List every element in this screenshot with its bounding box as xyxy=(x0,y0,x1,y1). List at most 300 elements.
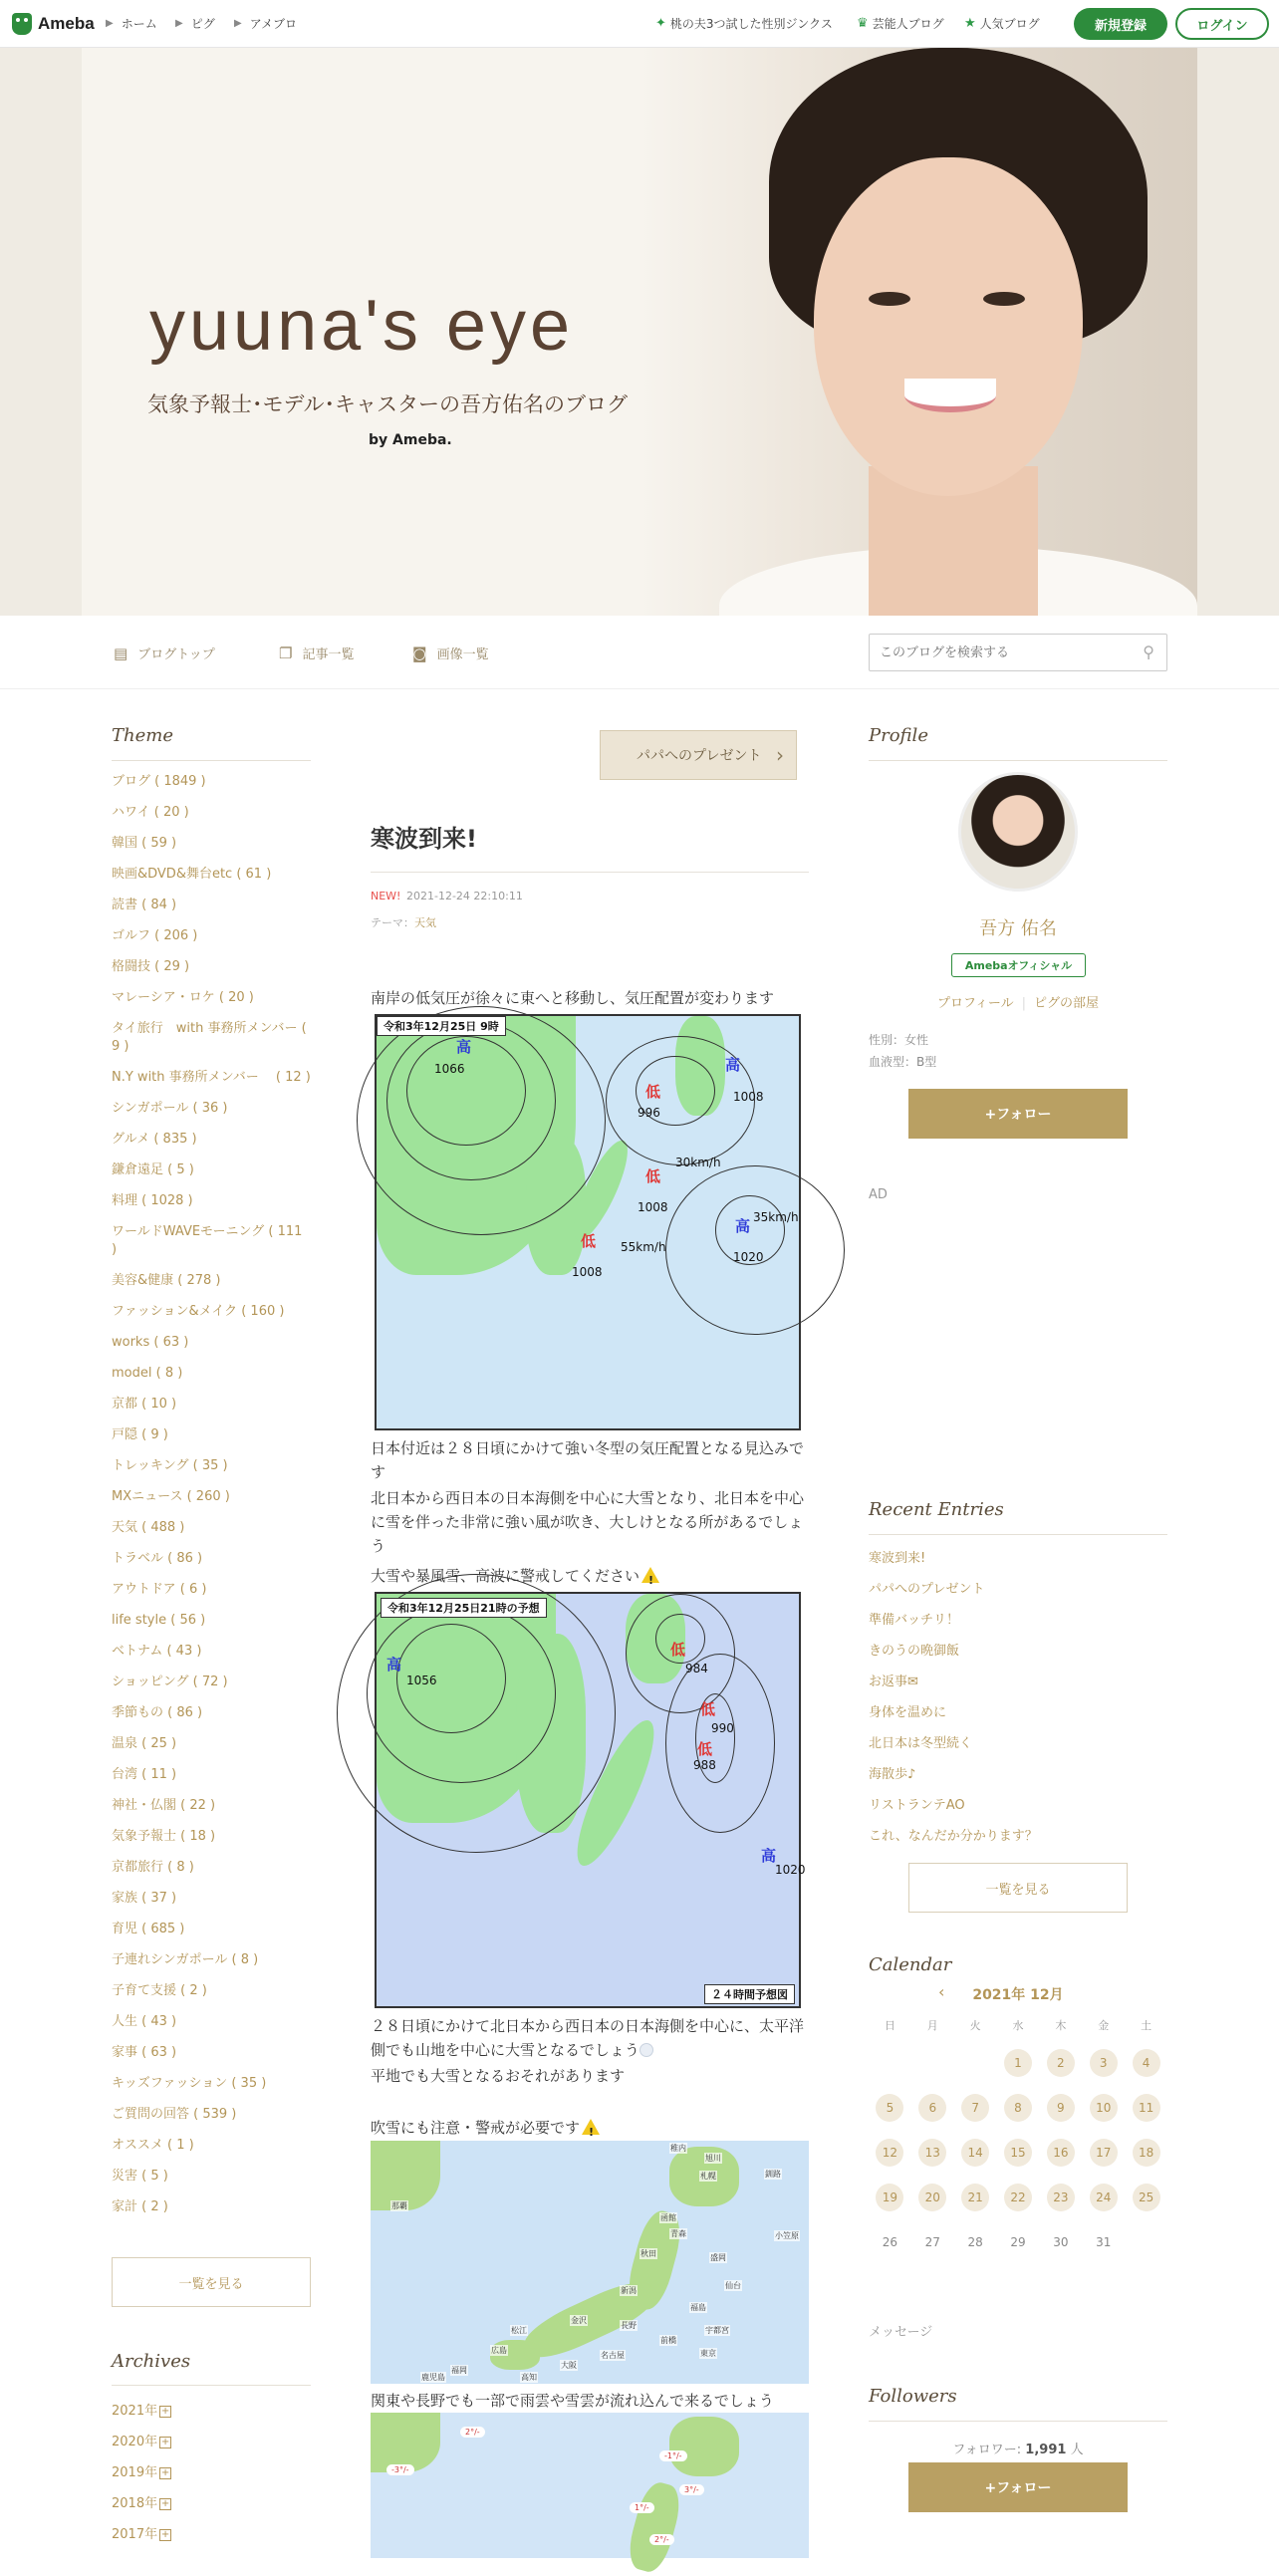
calendar-day: 31 xyxy=(1096,2234,1112,2249)
theme-item[interactable]: 天気 ( 488 ) xyxy=(112,1520,185,1535)
document-icon: ▤ xyxy=(114,644,128,662)
theme-item[interactable]: オススメ ( 1 ) xyxy=(112,2138,194,2153)
city-label: 小笠原 xyxy=(775,2231,799,2240)
warning-icon xyxy=(641,1567,659,1583)
prev-entry-button[interactable] xyxy=(600,730,797,780)
calendar-week-row xyxy=(869,2130,1167,2175)
profile-blood-type: 血液型：B型 xyxy=(869,1055,937,1069)
calendar-day-link[interactable]: 24 xyxy=(1090,2184,1118,2211)
header-photo-eye xyxy=(983,292,1025,306)
theme-item[interactable]: 京都旅行 ( 8 ) xyxy=(112,1860,194,1875)
city-label: 前橋 xyxy=(660,2336,676,2345)
article-text: ２８日頃にかけて北日本から西日本の日本海側を中心に、太平洋側でも山地を中心に大雪となるでしょう xyxy=(371,2017,805,2059)
theme-item[interactable]: ワールドWAVEモーニング ( 111 ) xyxy=(112,1224,303,1257)
city-label: 釧路 xyxy=(765,2170,781,2179)
map-forecast-label: ２４時間予想図 xyxy=(704,1984,795,2004)
theme-list xyxy=(112,773,311,2229)
calendar-day[interactable] xyxy=(1125,2040,1167,2085)
archive-2018[interactable] xyxy=(112,2492,171,2511)
theme-item[interactable]: トラベル ( 86 ) xyxy=(112,1551,203,1566)
official-badge[interactable]: Amebaオフィシャル xyxy=(951,953,1086,977)
divider xyxy=(869,2421,1167,2422)
archive-2021[interactable] xyxy=(112,2400,171,2419)
pressure-value: 1066 xyxy=(434,1062,465,1076)
pressure-value: 988 xyxy=(693,1758,716,1772)
search-icon[interactable]: ⚲ xyxy=(1143,643,1154,661)
theme-item[interactable]: ベトナム ( 43 ) xyxy=(112,1644,202,1659)
calendar-day-link[interactable]: 17 xyxy=(1090,2139,1118,2167)
blog-search xyxy=(869,634,1167,671)
calendar-weekday: 金 xyxy=(1098,2019,1110,2032)
profile-gender: 性別：女性 xyxy=(869,1033,929,1047)
city-label: 宇都宮 xyxy=(705,2326,729,2335)
ameba-logo-icon xyxy=(12,13,32,35)
theme-item[interactable]: シンガポール ( 36 ) xyxy=(112,1101,228,1116)
calendar-day-link[interactable]: 23 xyxy=(1047,2184,1075,2211)
followers-heading: Followers xyxy=(869,2386,957,2407)
archive-label: 2018年 xyxy=(112,2496,158,2511)
promo-jinx-link[interactable] xyxy=(655,15,833,32)
nav-pig[interactable] xyxy=(175,15,215,32)
theme-item[interactable]: 家事 ( 63 ) xyxy=(112,2045,177,2060)
recent-entry-link[interactable]: 準備バッチリ！ xyxy=(869,1613,960,1628)
ad-label: AD xyxy=(869,1187,888,1202)
promo-popular-label: 人気ブログ xyxy=(979,17,1040,31)
blog-subtitle: 気象予報士･モデル･キャスターの吾方佑名のブログ xyxy=(147,392,628,416)
isobar xyxy=(357,1006,606,1235)
calendar-day-link[interactable]: 2 xyxy=(1047,2049,1075,2077)
calendar-day xyxy=(911,2040,954,2085)
article-text: 大雪や暴風雪、高波に警戒してください xyxy=(371,1567,640,1585)
article-paragraph: 平地でも大雪となるおそれがあります xyxy=(371,2067,626,2085)
theme-item[interactable]: 美容&健康 ( 278 ) xyxy=(112,1273,221,1288)
calendar-weekday: 日 xyxy=(884,2019,895,2032)
city-label: 函館 xyxy=(660,2213,676,2222)
theme-see-all-button[interactable]: 一覧を見る xyxy=(112,2257,311,2307)
temperature-label: -3°/- xyxy=(386,2464,414,2475)
city-label: 秋田 xyxy=(640,2249,656,2258)
calendar-weekday: 土 xyxy=(1141,2019,1152,2032)
calendar-day xyxy=(869,2040,911,2085)
temperature-label: 2°/- xyxy=(649,2534,674,2545)
calendar-day-link[interactable]: 16 xyxy=(1047,2139,1075,2167)
city-label: 大阪 xyxy=(561,2361,577,2370)
calendar-day[interactable] xyxy=(869,2175,911,2219)
calendar-day[interactable] xyxy=(997,2175,1040,2219)
by-ameba-label: by Ameba. xyxy=(369,432,452,448)
calendar-grid xyxy=(869,2010,1167,2264)
calendar-day-link[interactable]: 19 xyxy=(876,2184,903,2211)
temperature-label: -1°/- xyxy=(659,2450,687,2461)
theme-item[interactable]: 災害 ( 5 ) xyxy=(112,2169,168,2184)
nav-article-list-label: 記事一覧 xyxy=(302,647,355,662)
theme-item[interactable]: model ( 8 ) xyxy=(112,1366,183,1381)
login-button[interactable]: ログイン xyxy=(1175,8,1269,40)
recent-entry-link[interactable]: 身体を温めに xyxy=(869,1705,947,1720)
theme-item[interactable]: マレーシア・ロケ ( 20 ) xyxy=(112,990,254,1005)
archive-2017[interactable] xyxy=(112,2523,171,2542)
calendar-day[interactable] xyxy=(1082,2130,1125,2175)
profile-link[interactable]: プロフィール xyxy=(936,996,1014,1011)
follow-button-2[interactable]: +フォロー xyxy=(908,2462,1128,2512)
pressure-value: 1020 xyxy=(775,1863,806,1877)
theme-item[interactable]: life style ( 56 ) xyxy=(112,1613,206,1628)
isobar xyxy=(665,1654,775,1833)
theme-item[interactable]: 鎌倉遠足 ( 5 ) xyxy=(112,1162,194,1177)
city-label: 札幌 xyxy=(700,2172,716,2181)
pressure-value: 984 xyxy=(685,1662,708,1675)
theme-item[interactable]: ハワイ ( 20 ) xyxy=(112,805,189,820)
calendar-day-link[interactable]: 1 xyxy=(1004,2049,1032,2077)
theme-item[interactable]: 育児 ( 685 ) xyxy=(112,1922,185,1936)
calendar-day[interactable] xyxy=(1125,2130,1167,2175)
pressure-value: 990 xyxy=(711,1721,734,1735)
calendar-day-link[interactable]: 5 xyxy=(876,2094,903,2122)
calendar-day-link[interactable]: 7 xyxy=(961,2094,989,2122)
city-label: 広島 xyxy=(491,2346,507,2355)
forecast-map-image-3[interactable] xyxy=(371,2141,809,2384)
weather-map-image-2[interactable] xyxy=(375,1592,806,2008)
calendar-day[interactable] xyxy=(911,2085,954,2130)
speed-label: 30km/h xyxy=(675,1156,721,1169)
calendar-day: 26 xyxy=(882,2234,898,2249)
weather-map-image-1[interactable] xyxy=(375,1014,801,1430)
temperature-label: 2°/- xyxy=(460,2427,485,2438)
signup-button[interactable]: 新規登録 xyxy=(1074,8,1167,40)
divider xyxy=(112,760,311,761)
ameba-logo[interactable] xyxy=(12,12,95,36)
article-paragraph xyxy=(371,2116,809,2140)
calendar-day-link[interactable]: 22 xyxy=(1004,2184,1032,2211)
calendar-week-row xyxy=(869,2219,1167,2264)
divider xyxy=(869,760,1167,761)
calendar-weekday: 火 xyxy=(969,2019,981,2032)
promo-celebrity-blog-link[interactable] xyxy=(857,15,944,32)
calendar-day[interactable] xyxy=(954,2130,997,2175)
archive-label: 2020年 xyxy=(112,2435,158,2449)
recent-entry-link[interactable]: 海散歩♪ xyxy=(869,1767,916,1782)
chevron-right-icon: › xyxy=(776,743,784,767)
calendar-day-link[interactable]: 12 xyxy=(876,2139,903,2167)
theme-item[interactable]: 京都 ( 10 ) xyxy=(112,1397,177,1412)
followers-number: 1,991 xyxy=(1025,2443,1067,2457)
message-link[interactable]: メッセージ xyxy=(869,2325,933,2340)
profile-heading: Profile xyxy=(869,725,928,746)
blog-header-banner[interactable] xyxy=(82,48,1197,616)
calendar-day[interactable] xyxy=(954,2175,997,2219)
header-photo-eye xyxy=(869,292,910,306)
calendar-day-link[interactable]: 8 xyxy=(1004,2094,1032,2122)
copy-icon: ❐ xyxy=(279,644,293,662)
divider xyxy=(112,2385,311,2386)
pressure-value: 996 xyxy=(638,1106,660,1120)
theme-item[interactable]: 家族 ( 37 ) xyxy=(112,1891,177,1906)
archive-label: 2021年 xyxy=(112,2404,158,2419)
nav-article-list[interactable] xyxy=(279,644,354,662)
article-theme xyxy=(371,914,436,930)
calendar-day[interactable] xyxy=(1082,2175,1125,2219)
chevron-right-icon: ▶ xyxy=(234,18,242,29)
archive-label: 2019年 xyxy=(112,2465,158,2480)
nav-pig-label: ピグ xyxy=(190,17,215,31)
expand-plus-icon[interactable]: + xyxy=(160,2405,170,2417)
nav-image-list[interactable] xyxy=(412,644,489,662)
calendar-day-link[interactable]: 18 xyxy=(1133,2139,1160,2167)
theme-item[interactable]: 料理 ( 1028 ) xyxy=(112,1193,193,1208)
article-text: 吹雪にも注意・警戒が必要です xyxy=(371,2119,581,2137)
calendar-day[interactable] xyxy=(954,2085,997,2130)
theme-item[interactable]: タイ旅行 with 事務所メンバー ( 9 ) xyxy=(112,1021,307,1054)
article-title[interactable]: 寒波到来! xyxy=(371,825,477,853)
prev-entry-label: パパへのプレゼント xyxy=(637,748,762,764)
city-label: 新潟 xyxy=(621,2286,637,2295)
expand-plus-icon[interactable]: + xyxy=(160,2436,170,2447)
archive-label: 2017年 xyxy=(112,2527,158,2542)
theme-item[interactable]: 台湾 ( 11 ) xyxy=(112,1767,177,1782)
theme-item[interactable]: 読書 ( 84 ) xyxy=(112,898,177,912)
snowman-icon xyxy=(640,2043,653,2057)
ameba-global-header xyxy=(0,0,1279,48)
theme-item[interactable]: 神社・仏閣 ( 22 ) xyxy=(112,1798,216,1813)
low-pressure-marker: 低 xyxy=(697,1740,713,1758)
low-pressure-marker: 低 xyxy=(700,1700,716,1718)
sparkle-icon: ✦ xyxy=(655,16,666,31)
low-pressure-marker: 低 xyxy=(581,1232,597,1250)
archive-2019[interactable] xyxy=(112,2461,171,2480)
theme-item[interactable]: アウトドア ( 6 ) xyxy=(112,1582,207,1597)
recent-entry-link[interactable]: きのうの晩御飯 xyxy=(869,1644,960,1659)
city-label: 旭川 xyxy=(705,2154,721,2163)
archive-2020[interactable] xyxy=(112,2431,171,2449)
speed-label: 35km/h xyxy=(753,1210,799,1224)
archives-heading: Archives xyxy=(112,2351,191,2372)
theme-item[interactable]: works ( 63 ) xyxy=(112,1335,189,1350)
recent-entries-list xyxy=(869,1547,1038,1856)
header-photo-face xyxy=(814,157,1083,496)
article-paragraph xyxy=(371,2014,809,2062)
article-paragraph: 日本付近は２８日頃にかけて強い冬型の気圧配置となる見込みです xyxy=(371,1439,805,1481)
calendar-day[interactable] xyxy=(1039,2130,1082,2175)
expand-plus-icon[interactable]: + xyxy=(160,2497,170,2509)
chevron-left-icon[interactable]: ‹ xyxy=(938,1982,945,2001)
city-label: 青森 xyxy=(670,2229,686,2238)
followers-unit: 人 xyxy=(1070,2443,1084,2457)
divider xyxy=(869,1534,1167,1535)
recent-entry-link[interactable]: お返事✉ xyxy=(869,1674,918,1689)
theme-item[interactable]: グルメ ( 835 ) xyxy=(112,1132,197,1147)
nav-ameblo[interactable] xyxy=(234,15,297,32)
pressure-value: 1056 xyxy=(406,1674,437,1687)
calendar-day-link[interactable]: 25 xyxy=(1133,2184,1160,2211)
map-land xyxy=(371,2413,440,2472)
map-caption: 令和3年12月25日21時の予想 xyxy=(381,1598,547,1618)
pressure-value: 1008 xyxy=(638,1200,668,1214)
follow-button[interactable]: +フォロー xyxy=(908,1089,1128,1139)
warning-icon xyxy=(582,2119,600,2135)
theme-item[interactable]: ご質問の回答 ( 539 ) xyxy=(112,2107,237,2122)
calendar-day-link[interactable]: 9 xyxy=(1047,2094,1075,2122)
expand-plus-icon[interactable]: + xyxy=(160,2466,170,2478)
calendar-day: 29 xyxy=(1010,2234,1026,2249)
promo-popular-blog-link[interactable] xyxy=(964,15,1040,32)
nav-blog-top-label: ブログトップ xyxy=(137,647,215,662)
pressure-value: 1020 xyxy=(733,1250,764,1264)
calendar-weekday: 水 xyxy=(1012,2019,1024,2032)
calendar-day-link[interactable]: 15 xyxy=(1004,2139,1032,2167)
calendar-month: 2021年 12月 xyxy=(972,1987,1064,2003)
calendar-day[interactable] xyxy=(911,2130,954,2175)
low-pressure-marker: 低 xyxy=(645,1083,661,1101)
high-pressure-marker: 高 xyxy=(456,1038,472,1056)
calendar-day xyxy=(1125,2219,1167,2264)
city-label: 鹿児島 xyxy=(421,2373,445,2382)
blog-subnav xyxy=(0,616,1279,689)
nav-home[interactable] xyxy=(106,15,157,32)
recent-entry-link[interactable]: 北日本は冬型続く xyxy=(869,1736,973,1751)
theme-item[interactable]: 戸隠 ( 9 ) xyxy=(112,1427,168,1442)
theme-item[interactable]: MXニュース ( 260 ) xyxy=(112,1489,230,1504)
calendar-day: 28 xyxy=(967,2234,983,2249)
theme-item[interactable]: ファッション&メイク ( 160 ) xyxy=(112,1304,285,1319)
theme-item[interactable]: トレッキング ( 35 ) xyxy=(112,1458,228,1473)
calendar-day[interactable] xyxy=(1125,2085,1167,2130)
calendar-day: 27 xyxy=(924,2234,940,2249)
city-label: 高知 xyxy=(521,2373,537,2382)
article-theme-link[interactable]: 天気 xyxy=(414,916,436,929)
low-pressure-marker: 低 xyxy=(645,1167,661,1185)
theme-item[interactable]: 子育て支援 ( 2 ) xyxy=(112,1983,207,1998)
calendar-day-link[interactable]: 13 xyxy=(918,2139,946,2167)
forecast-map-image-4[interactable] xyxy=(371,2413,809,2558)
low-pressure-marker: 低 xyxy=(670,1641,686,1659)
city-label: 名古屋 xyxy=(601,2351,625,2360)
theme-item[interactable]: ブログ ( 1849 ) xyxy=(112,774,206,789)
theme-prefix: テーマ： xyxy=(371,916,414,929)
profile-name[interactable]: 吾方 佑名 xyxy=(979,918,1057,939)
calendar-day[interactable] xyxy=(1039,2085,1082,2130)
theme-item[interactable]: 人生 ( 43 ) xyxy=(112,2014,177,2029)
calendar-week-row xyxy=(869,2085,1167,2130)
theme-item[interactable]: N.Y with 事務所メンバー ( 12 ) xyxy=(112,1070,311,1085)
calendar-day: 30 xyxy=(1053,2234,1069,2249)
article-paragraph: 北日本から西日本の日本海側を中心に大雪となり、北日本を中心に雪を伴った非常に強い風が吹き、大しけとなる所があるでしょう xyxy=(371,1489,805,1555)
nav-image-list-label: 画像一覧 xyxy=(436,647,489,662)
calendar-day-link[interactable]: 21 xyxy=(961,2184,989,2211)
calendar-day[interactable] xyxy=(911,2175,954,2219)
map-land xyxy=(669,2417,739,2476)
theme-item[interactable]: 映画&DVD&舞台etc ( 61 ) xyxy=(112,867,272,882)
speed-label: 55km/h xyxy=(621,1240,666,1254)
theme-item[interactable]: 温泉 ( 25 ) xyxy=(112,1736,177,1751)
theme-item[interactable]: 家計 ( 2 ) xyxy=(112,2199,168,2214)
city-label: 稚内 xyxy=(670,2144,686,2153)
blog-title: yuuna's eye xyxy=(149,286,575,366)
theme-item[interactable]: 韓国 ( 59 ) xyxy=(112,836,177,851)
city-label: 盛岡 xyxy=(710,2253,726,2262)
calendar-day[interactable] xyxy=(1082,2085,1125,2130)
recent-entries-heading: Recent Entries xyxy=(869,1499,1004,1520)
nav-blog-top[interactable] xyxy=(114,644,215,662)
expand-plus-icon[interactable]: + xyxy=(160,2528,170,2540)
temperature-label: 3°/- xyxy=(679,2484,704,2495)
followers-count xyxy=(896,2439,1140,2457)
recent-entry-link[interactable]: リストランテAO xyxy=(869,1798,965,1813)
profile-links xyxy=(896,992,1140,1011)
theme-item[interactable]: キッズファッション ( 35 ) xyxy=(112,2076,267,2091)
calendar-heading: Calendar xyxy=(869,1954,952,1975)
chevron-right-icon: ▶ xyxy=(106,18,114,29)
calendar-day-link[interactable]: 11 xyxy=(1133,2094,1160,2122)
nav-ameblo-label: アメブロ xyxy=(249,17,297,31)
calendar-week-row xyxy=(869,2175,1167,2219)
theme-item[interactable]: ゴルフ ( 206 ) xyxy=(112,928,198,943)
calendar-day[interactable] xyxy=(1039,2175,1082,2219)
calendar-day[interactable] xyxy=(1125,2175,1167,2219)
theme-heading: Theme xyxy=(112,725,173,746)
calendar-day[interactable] xyxy=(1082,2040,1125,2085)
separator: | xyxy=(1021,996,1027,1011)
calendar-day-link[interactable]: 14 xyxy=(961,2139,989,2167)
promo-jinx-label: 桃の夫3つ試した性別ジンクス xyxy=(669,17,833,31)
calendar-day-link[interactable]: 3 xyxy=(1090,2049,1118,2077)
pressure-value: 1008 xyxy=(733,1090,764,1104)
recent-entry-link[interactable]: これ、なんだか分かります？ xyxy=(869,1829,1038,1844)
calendar-day-link[interactable]: 10 xyxy=(1090,2094,1118,2122)
recent-entry-link[interactable]: 寒波到来! xyxy=(869,1551,926,1566)
profile-avatar[interactable] xyxy=(958,772,1078,892)
pressure-value: 1008 xyxy=(572,1265,603,1279)
calendar-day xyxy=(954,2040,997,2085)
theme-item[interactable]: 子連れシンガポール ( 8 ) xyxy=(112,1952,259,1967)
calendar-weekday: 月 xyxy=(926,2019,938,2032)
pig-room-link[interactable]: ピグの部屋 xyxy=(1034,996,1100,1011)
star-icon: ★ xyxy=(964,16,976,31)
blog-search-input[interactable] xyxy=(870,635,1119,670)
city-label: 松江 xyxy=(511,2326,527,2335)
nav-home-label: ホーム xyxy=(121,17,157,31)
city-label: 那覇 xyxy=(391,2201,407,2210)
camera-icon: ◙ xyxy=(412,644,427,662)
calendar-day[interactable] xyxy=(1039,2040,1082,2085)
calendar-day[interactable] xyxy=(869,2085,911,2130)
theme-item[interactable]: 気象予報士 ( 18 ) xyxy=(112,1829,216,1844)
calendar-day-link[interactable]: 4 xyxy=(1133,2049,1160,2077)
calendar-weekday-row xyxy=(869,2010,1167,2040)
recent-see-all-button[interactable]: 一覧を見る xyxy=(908,1863,1128,1913)
theme-item[interactable]: ショッピング ( 72 ) xyxy=(112,1674,228,1689)
calendar-day-link[interactable]: 20 xyxy=(918,2184,946,2211)
article-date: 2021-12-24 22:10:11 xyxy=(406,890,523,902)
high-pressure-marker: 高 xyxy=(761,1847,777,1865)
divider xyxy=(371,872,809,873)
high-pressure-marker: 高 xyxy=(386,1656,402,1674)
map-caption: 令和3年12月25日 9時 xyxy=(377,1016,506,1036)
calendar-weekday: 木 xyxy=(1055,2019,1067,2032)
city-label: 金沢 xyxy=(571,2316,587,2325)
theme-item[interactable]: 格闘技 ( 29 ) xyxy=(112,959,190,974)
calendar-day[interactable] xyxy=(997,2085,1040,2130)
recent-entry-link[interactable]: パパへのプレゼント xyxy=(869,1582,985,1597)
high-pressure-marker: 高 xyxy=(725,1056,741,1074)
calendar-day-link[interactable]: 6 xyxy=(918,2094,946,2122)
calendar-day[interactable] xyxy=(869,2130,911,2175)
city-label: 仙台 xyxy=(725,2281,741,2290)
map-land xyxy=(624,2478,685,2575)
calendar-day[interactable] xyxy=(997,2040,1040,2085)
theme-item[interactable]: 季節もの ( 86 ) xyxy=(112,1705,203,1720)
calendar-day[interactable] xyxy=(997,2130,1040,2175)
article-paragraph: 関東や長野でも一部で雨雲や雪雲が流れ込んで来るでしょう xyxy=(371,2392,774,2410)
